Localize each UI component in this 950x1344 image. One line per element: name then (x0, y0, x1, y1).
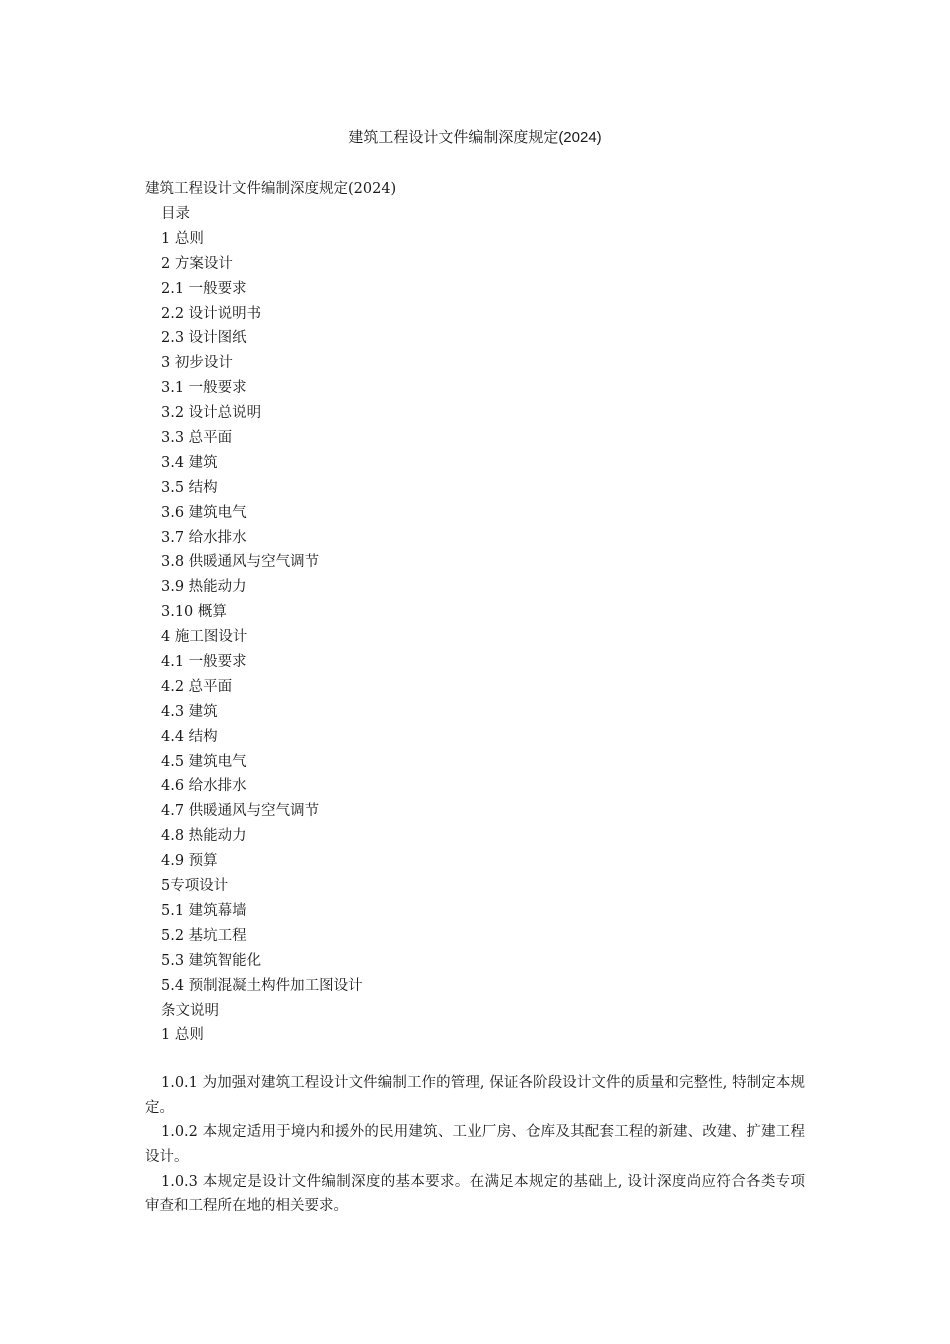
toc-item: 3.7 给水排水 (161, 529, 247, 546)
toc-item: 3.2 设计总说明 (161, 405, 262, 422)
paragraph-1-0-2: 1.0.2 本规定适用于境内和援外的民用建筑、工业厂房、仓库及其配套工程的新建、改建、扩建工程设计。 (145, 1124, 805, 1166)
toc-item: 4.8 热能动力 (161, 828, 247, 845)
toc-item: 3.4 建筑 (161, 454, 218, 471)
document-heading: 建筑工程设计文件编制深度规定(2024) (145, 181, 397, 197)
toc-item: 4.4 结构 (161, 728, 218, 745)
toc-item: 5.2 基坑工程 (161, 927, 247, 944)
toc-item: 4.9 预算 (161, 853, 218, 870)
toc-item: 4.1 一般要求 (161, 654, 247, 671)
toc-item: 3.1 一般要求 (161, 380, 247, 397)
toc-item: 4.5 建筑电气 (161, 753, 247, 770)
table-of-contents (145, 202, 805, 1048)
toc-item: 4 施工图设计 (161, 629, 248, 646)
toc-item: 条文说明 (161, 1002, 219, 1019)
toc-item: 3.8 供暖通风与空气调节 (161, 554, 320, 571)
toc-item: 1 总则 (161, 230, 204, 247)
toc-item: 4.7 供暖通风与空气调节 (161, 803, 320, 820)
toc-item: 目录 (161, 206, 190, 222)
toc-item: 3 初步设计 (161, 355, 233, 372)
page-title: 建筑工程设计文件编制深度规定(2024) (348, 129, 602, 146)
toc-item: 3.10 概算 (161, 604, 227, 621)
toc-item: 2.1 一般要求 (161, 280, 247, 297)
toc-item: 3.9 热能动力 (161, 579, 247, 596)
toc-item: 5.1 建筑幕墙 (161, 902, 247, 919)
body-paragraphs (145, 1071, 805, 1219)
toc-item: 4.2 总平面 (161, 678, 233, 695)
toc-item: 2 方案设计 (161, 255, 233, 272)
toc-item: 2.3 设计图纸 (161, 330, 247, 347)
toc-item: 2.2 设计说明书 (161, 305, 262, 322)
toc-item: 3.6 建筑电气 (161, 504, 247, 521)
toc-item: 3.5 结构 (161, 479, 218, 496)
toc-item: 1 总则 (161, 1027, 204, 1044)
toc-item: 4.3 建筑 (161, 703, 218, 720)
toc-item: 4.6 给水排水 (161, 778, 247, 795)
toc-item: 5专项设计 (161, 878, 229, 895)
paragraph-1-0-3: 1.0.3 本规定是设计文件编制深度的基本要求。在满足本规定的基础上, 设计深度尚应符合各类专项审查和工程所在地的相关要求。 (145, 1173, 805, 1215)
document-body (145, 177, 805, 1219)
paragraph-1-0-1: 1.0.1 为加强对建筑工程设计文件编制工作的管理, 保证各阶段设计文件的质量和完整性, 特制定本规定。 (145, 1075, 805, 1116)
toc-item: 5.4 预制混凝土构件加工图设计 (161, 977, 363, 994)
toc-item: 5.3 建筑智能化 (161, 952, 262, 969)
toc-item: 3.3 总平面 (161, 430, 233, 447)
